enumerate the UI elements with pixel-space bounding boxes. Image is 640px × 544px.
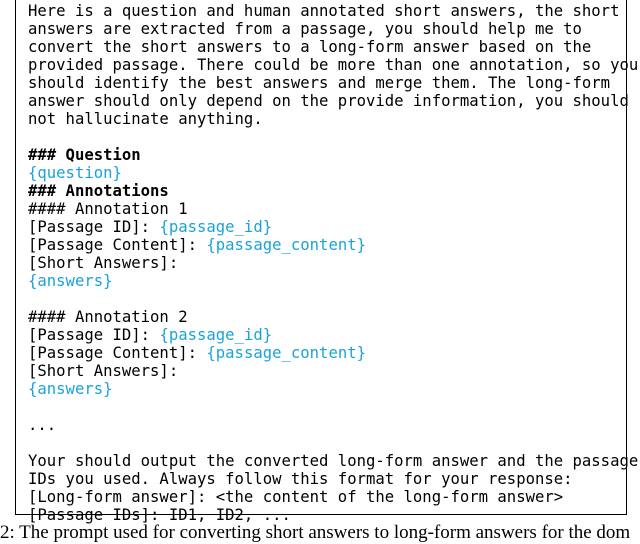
- question-heading: ### Question: [28, 146, 141, 164]
- passage-content-label: [Passage Content]:: [28, 236, 207, 254]
- annotations-heading: ### Annotations: [28, 182, 169, 200]
- passage-id-variable: {passage_id}: [159, 218, 273, 236]
- intro-line: Here is a question and human annotated short answers, the short: [28, 2, 620, 20]
- intro-line: convert the short answers to a long-form answer based on the: [28, 38, 592, 56]
- annotation-2-answers-variable: {answers}: [28, 380, 113, 398]
- annotation-1-short-answers-label: [Short Answers]:: [28, 254, 179, 272]
- intro-line: should identify the best answers and merge them. The long-form: [28, 74, 611, 92]
- intro-line: answer should only depend on the provide information, you should: [28, 92, 629, 110]
- spacer: [28, 128, 617, 146]
- passage-content-variable: {passage_content}: [206, 236, 366, 254]
- outro-line: [Long-form answer]: <the content of the long-form answer>: [28, 488, 564, 506]
- question-variable: {question}: [28, 164, 122, 182]
- passage-id-label: [Passage ID]:: [28, 218, 160, 236]
- outro-line: [Passage IDs]: ID1, ID2, ...: [28, 506, 291, 524]
- annotation-1-passage-id: [28, 218, 617, 236]
- outro-line: Your should output the converted long-form answer and the passage: [28, 452, 639, 470]
- annotation-1-passage-content: [28, 236, 617, 254]
- spacer: [28, 290, 617, 308]
- intro-line: answers are extracted from a passage, you should help me to: [28, 20, 582, 38]
- intro-line: provided passage. There could be more than one annotation, so you: [28, 56, 639, 74]
- annotation-2-passage-content: [28, 344, 617, 362]
- passage-content-variable: {passage_content}: [206, 344, 366, 362]
- annotation-1-answers-variable: {answers}: [28, 272, 113, 290]
- annotation-2-passage-id: [28, 326, 617, 344]
- annotation-1-heading: #### Annotation 1: [28, 200, 188, 218]
- ellipsis: ...: [28, 416, 57, 434]
- intro-line: not hallucinate anything.: [28, 110, 263, 128]
- outro-line: IDs you used. Always follow this format for your response:: [28, 470, 573, 488]
- passage-id-variable: {passage_id}: [159, 326, 273, 344]
- annotation-2-short-answers-label: [Short Answers]:: [28, 362, 179, 380]
- spacer: [28, 398, 617, 416]
- passage-id-label: [Passage ID]:: [28, 326, 160, 344]
- passage-content-label: [Passage Content]:: [28, 344, 207, 362]
- spacer: [28, 434, 617, 452]
- figure-caption: 2: The prompt used for converting short answers to long-form answers for the dom: [0, 522, 631, 543]
- prompt-box: [15, 0, 639, 524]
- annotation-2-heading: #### Annotation 2: [28, 308, 188, 326]
